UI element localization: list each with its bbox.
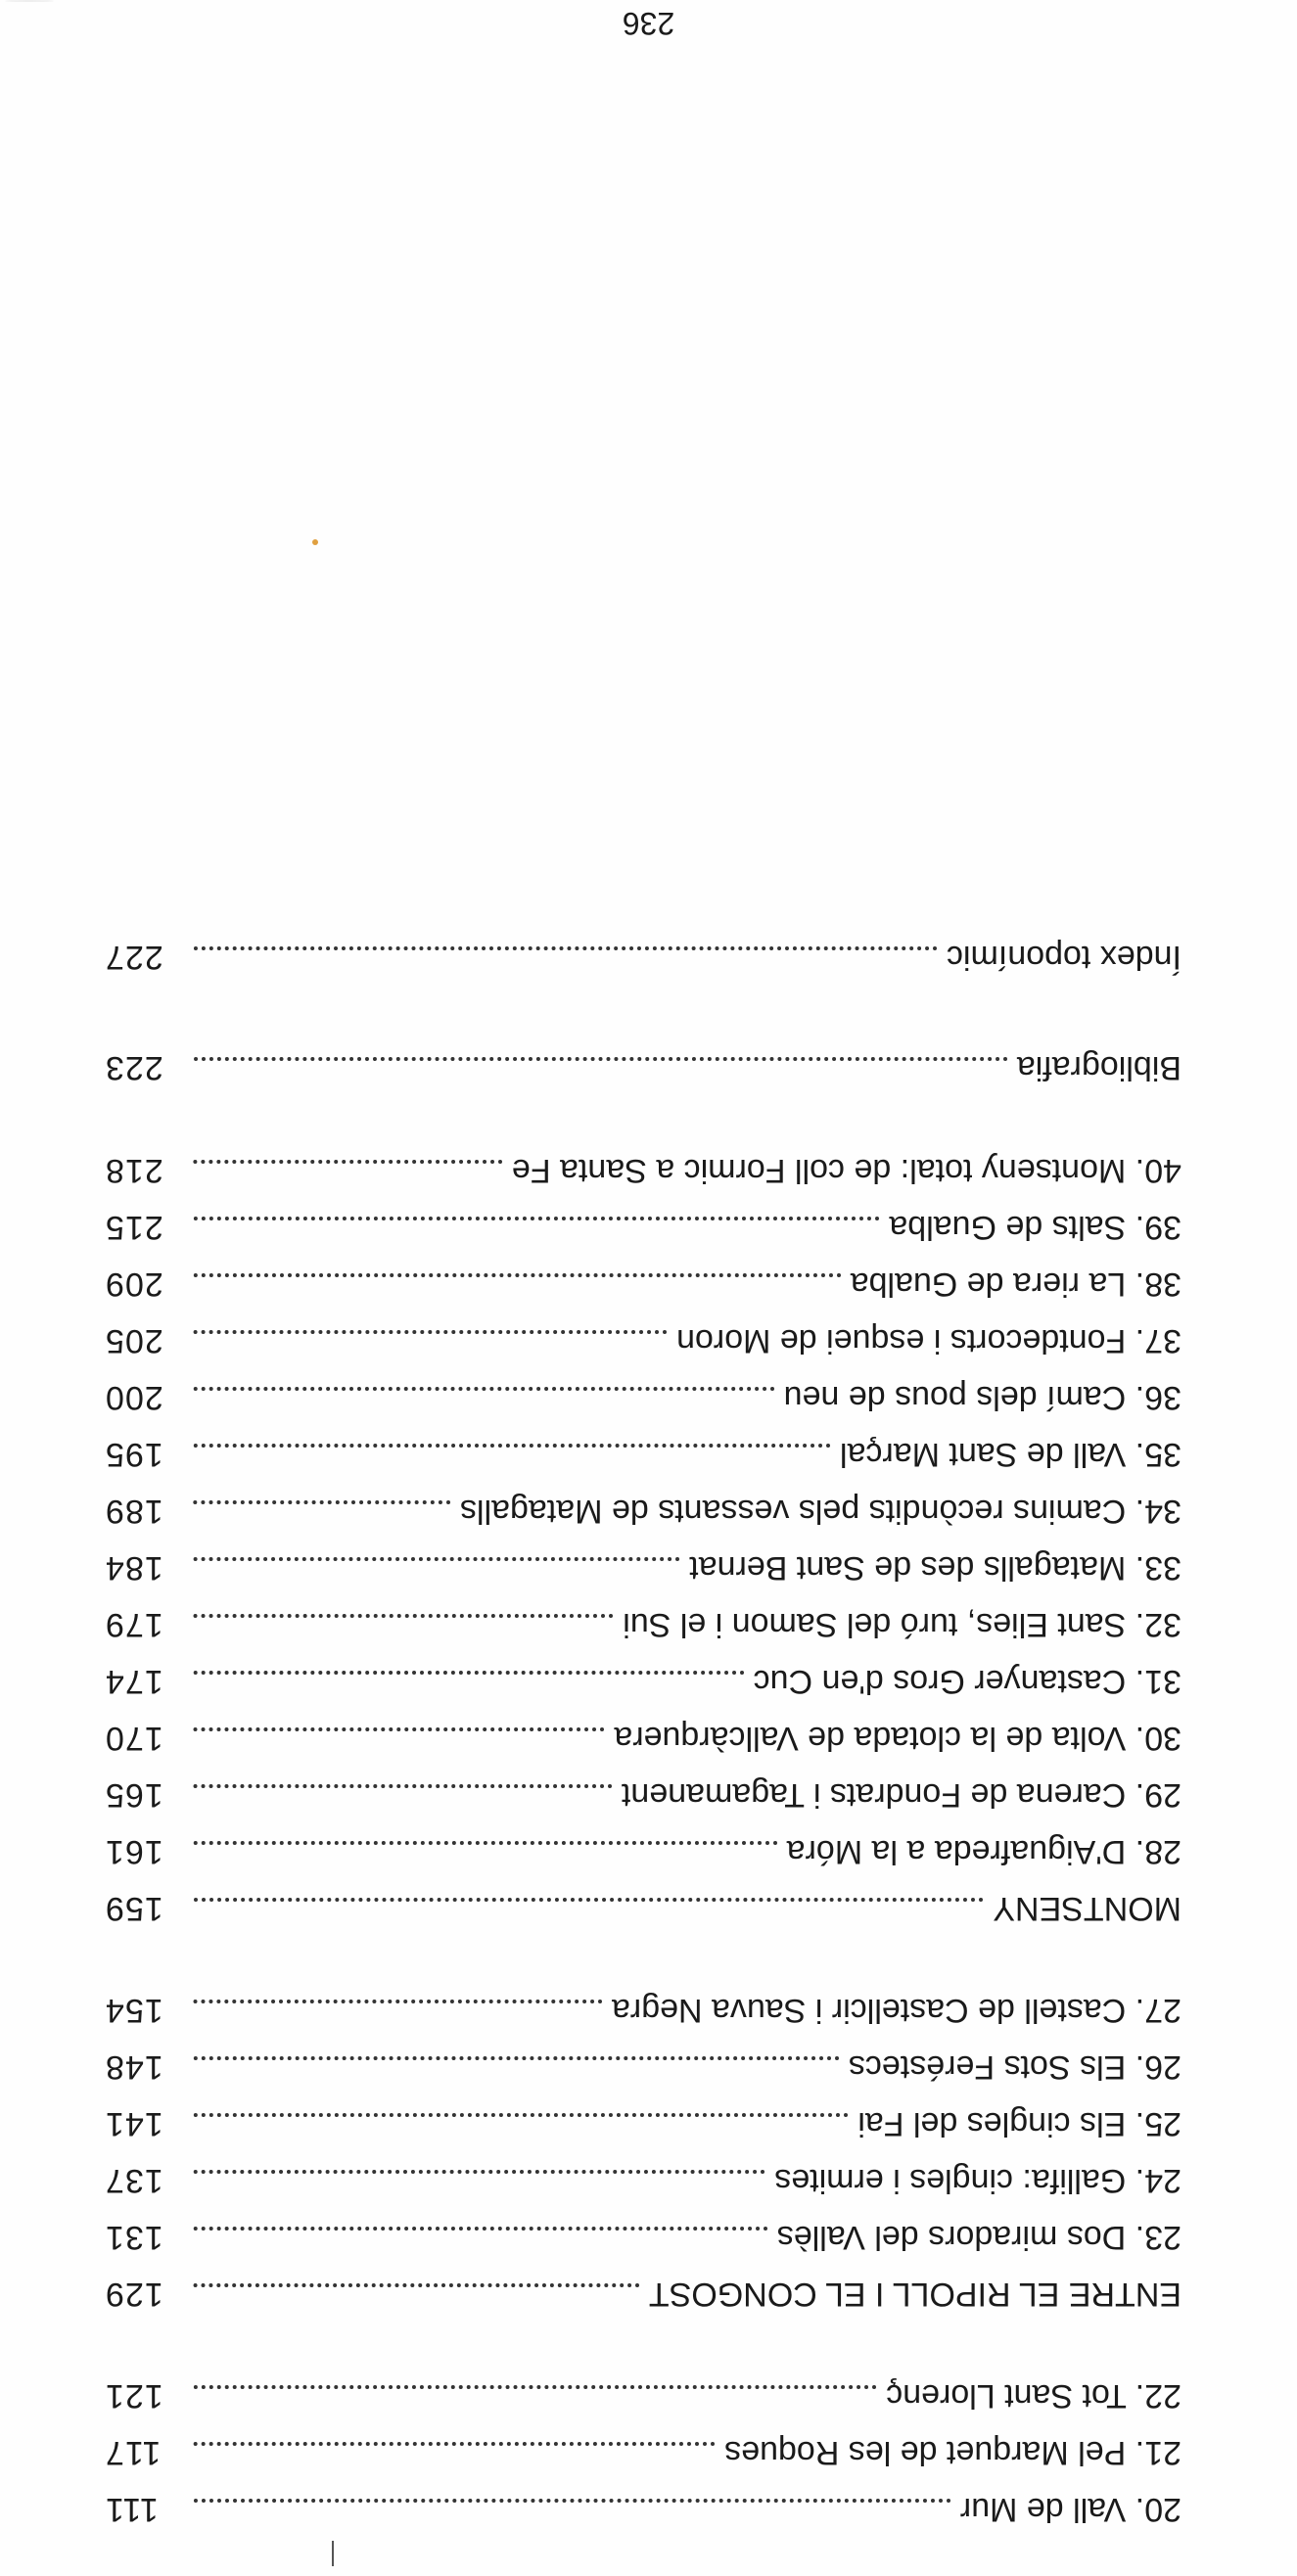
dot-leader bbox=[193, 1841, 777, 1845]
toc-entry bbox=[105, 1719, 1181, 1758]
toc-section-title: MONTSENY bbox=[993, 1890, 1181, 1927]
toc-entry-page: 209 bbox=[105, 1265, 163, 1303]
dot-leader bbox=[193, 2442, 715, 2446]
toc-entry-title: 35. Vall de Sant Marçal bbox=[840, 1436, 1181, 1473]
toc-entry-page: 137 bbox=[105, 2162, 163, 2199]
toc-entry-page: 189 bbox=[105, 1493, 163, 1530]
toc-entry bbox=[105, 1991, 1181, 2030]
dot-leader bbox=[193, 1057, 1007, 1061]
dot-leader bbox=[193, 1444, 830, 1448]
toc-entry-title: 36. Camí dels pous de neu bbox=[783, 1379, 1181, 1416]
toc-section-heading bbox=[105, 2275, 1181, 2314]
toc-entry-title: 20. Vall de Mur bbox=[959, 2491, 1181, 2528]
dot-leader bbox=[193, 2170, 764, 2174]
toc-entry bbox=[105, 2490, 1181, 2529]
toc-entry-page: 205 bbox=[105, 1322, 163, 1359]
toc-entry-page: 218 bbox=[105, 1152, 163, 1189]
dot-leader bbox=[193, 1727, 604, 1731]
toc-entry-title: 37. Fontdecorts i esquei de Moron bbox=[676, 1322, 1181, 1359]
toc-entry bbox=[105, 1321, 1181, 1360]
toc-entry bbox=[105, 1548, 1181, 1587]
toc-entry bbox=[105, 2376, 1181, 2415]
toc-entry bbox=[105, 1492, 1181, 1531]
toc-entry-title: Índex toponímic bbox=[946, 939, 1181, 976]
toc-entry-title: 23. Dos miradors del Vallès bbox=[776, 2219, 1181, 2256]
toc-entry bbox=[105, 1378, 1181, 1417]
toc-entry-title: 26. Els Sots Feréstecs bbox=[848, 2048, 1181, 2086]
toc-entry bbox=[105, 2161, 1181, 2200]
dot-leader bbox=[193, 1671, 744, 1675]
toc-entry-page: 165 bbox=[105, 1776, 163, 1814]
toc-entry-page: 154 bbox=[105, 1992, 163, 2029]
toc-entry-title: 25. Els cingles del Fai bbox=[857, 2105, 1181, 2142]
toc-entry-title: 34. Camins recòndits pels vessants de Matagalls bbox=[459, 1493, 1181, 1530]
toc-entry-page: 215 bbox=[105, 1209, 163, 1246]
toc-entry-page: 117 bbox=[105, 2434, 162, 2471]
dot-leader bbox=[193, 2283, 639, 2287]
toc-entry-page: 170 bbox=[105, 1720, 163, 1757]
dot-leader bbox=[193, 2499, 950, 2503]
ink-speck bbox=[5, 0, 54, 2]
toc-entry bbox=[105, 1775, 1181, 1815]
dot-leader bbox=[193, 946, 937, 950]
toc-entry-title: 30. Volta de la clotada de Vallcàrquera bbox=[614, 1720, 1181, 1757]
toc-entry-title: 33. Matagalls des de Sant Bernat bbox=[689, 1549, 1181, 1587]
toc-entry bbox=[105, 1435, 1181, 1474]
toc-section-title: ENTRE EL RIPOLL I EL CONGOST bbox=[648, 2276, 1181, 2313]
dot-leader bbox=[193, 1898, 983, 1902]
toc-entry bbox=[105, 1208, 1181, 1247]
dot-leader bbox=[193, 1160, 502, 1164]
dot-leader bbox=[193, 1330, 667, 1334]
dot-leader bbox=[193, 2000, 602, 2003]
toc-entry-title: 24. Gallifa: cingles i ermites bbox=[774, 2162, 1181, 2199]
toc-entry-page: 195 bbox=[105, 1436, 163, 1473]
toc-section-heading bbox=[105, 1889, 1181, 1928]
dot-leader bbox=[193, 1784, 612, 1788]
toc-entry bbox=[105, 1151, 1181, 1190]
toc-entry bbox=[105, 2047, 1181, 2087]
toc-entry bbox=[105, 1605, 1181, 1644]
toc-entry-page: 200 bbox=[105, 1379, 163, 1416]
dot-leader bbox=[193, 1614, 613, 1618]
ink-speck bbox=[312, 539, 318, 545]
toc-entry-title: 31. Castanyer Gros d'en Cuc bbox=[753, 1663, 1181, 1700]
toc-entry-title: 39. Salts de Gualba bbox=[889, 1209, 1181, 1246]
toc-entry-title: 28. D'Aiguafreda a la Móra bbox=[786, 1833, 1181, 1870]
toc-entry bbox=[105, 1662, 1181, 1701]
toc-entry-title: 40. Montseny total: de coll Formic a Santa Fe bbox=[511, 1152, 1181, 1189]
dot-leader bbox=[193, 2385, 876, 2389]
toc-entry-page: 184 bbox=[105, 1549, 163, 1587]
toc-entry-title: 38. La riera de Gualba bbox=[850, 1265, 1181, 1303]
toc-entry-page: 121 bbox=[105, 2377, 163, 2415]
toc-entry-page: 227 bbox=[105, 939, 163, 976]
toc-entry bbox=[105, 1832, 1181, 1871]
toc-entry-page: 141 bbox=[105, 2105, 163, 2142]
toc-entry bbox=[105, 1265, 1181, 1304]
toc-entry-page: 131 bbox=[105, 2219, 163, 2256]
dot-leader bbox=[193, 2227, 767, 2231]
dot-leader bbox=[193, 1387, 774, 1391]
toc-entry-page: 223 bbox=[105, 1049, 163, 1086]
toc-entry bbox=[105, 2218, 1181, 2257]
toc-entry-page: 179 bbox=[105, 1606, 163, 1643]
margin-tick-mark bbox=[332, 2541, 334, 2566]
dot-leader bbox=[193, 1217, 879, 1220]
toc-entry-page: 161 bbox=[105, 1833, 163, 1870]
dot-leader bbox=[193, 2056, 839, 2060]
toc-entry-title: 29. Carena de Fondrats i Tagamanent bbox=[621, 1776, 1181, 1814]
toc-entry-title: 21. Pel Marquet de les Roques bbox=[724, 2434, 1181, 2471]
toc-entry-page: 111 bbox=[105, 2491, 159, 2528]
toc-entry-title: 22. Tot Sant Llorenç bbox=[886, 2377, 1181, 2415]
toc-entry-title: 32. Sant Elies, turó del Samon i el Sui bbox=[623, 1606, 1181, 1643]
toc-entry-page: 129 bbox=[105, 2276, 163, 2313]
toc-entry bbox=[105, 2433, 1181, 2472]
toc-entry-title: 27. Castell de Castellcir i Sauva Negra bbox=[611, 1992, 1181, 2029]
toc-entry bbox=[105, 2104, 1181, 2143]
page-number: 236 bbox=[622, 6, 675, 41]
toc-entry-title: Bibliografia bbox=[1016, 1049, 1181, 1086]
dot-leader bbox=[193, 1500, 450, 1504]
dot-leader bbox=[193, 1273, 841, 1277]
dot-leader bbox=[193, 1557, 679, 1561]
toc-entry bbox=[105, 1048, 1181, 1087]
toc-entry bbox=[105, 938, 1181, 977]
toc-entry-page: 159 bbox=[105, 1890, 163, 1927]
dot-leader bbox=[193, 2113, 848, 2117]
toc-entry-page: 174 bbox=[105, 1663, 163, 1700]
toc-entry-page: 148 bbox=[105, 2048, 163, 2086]
